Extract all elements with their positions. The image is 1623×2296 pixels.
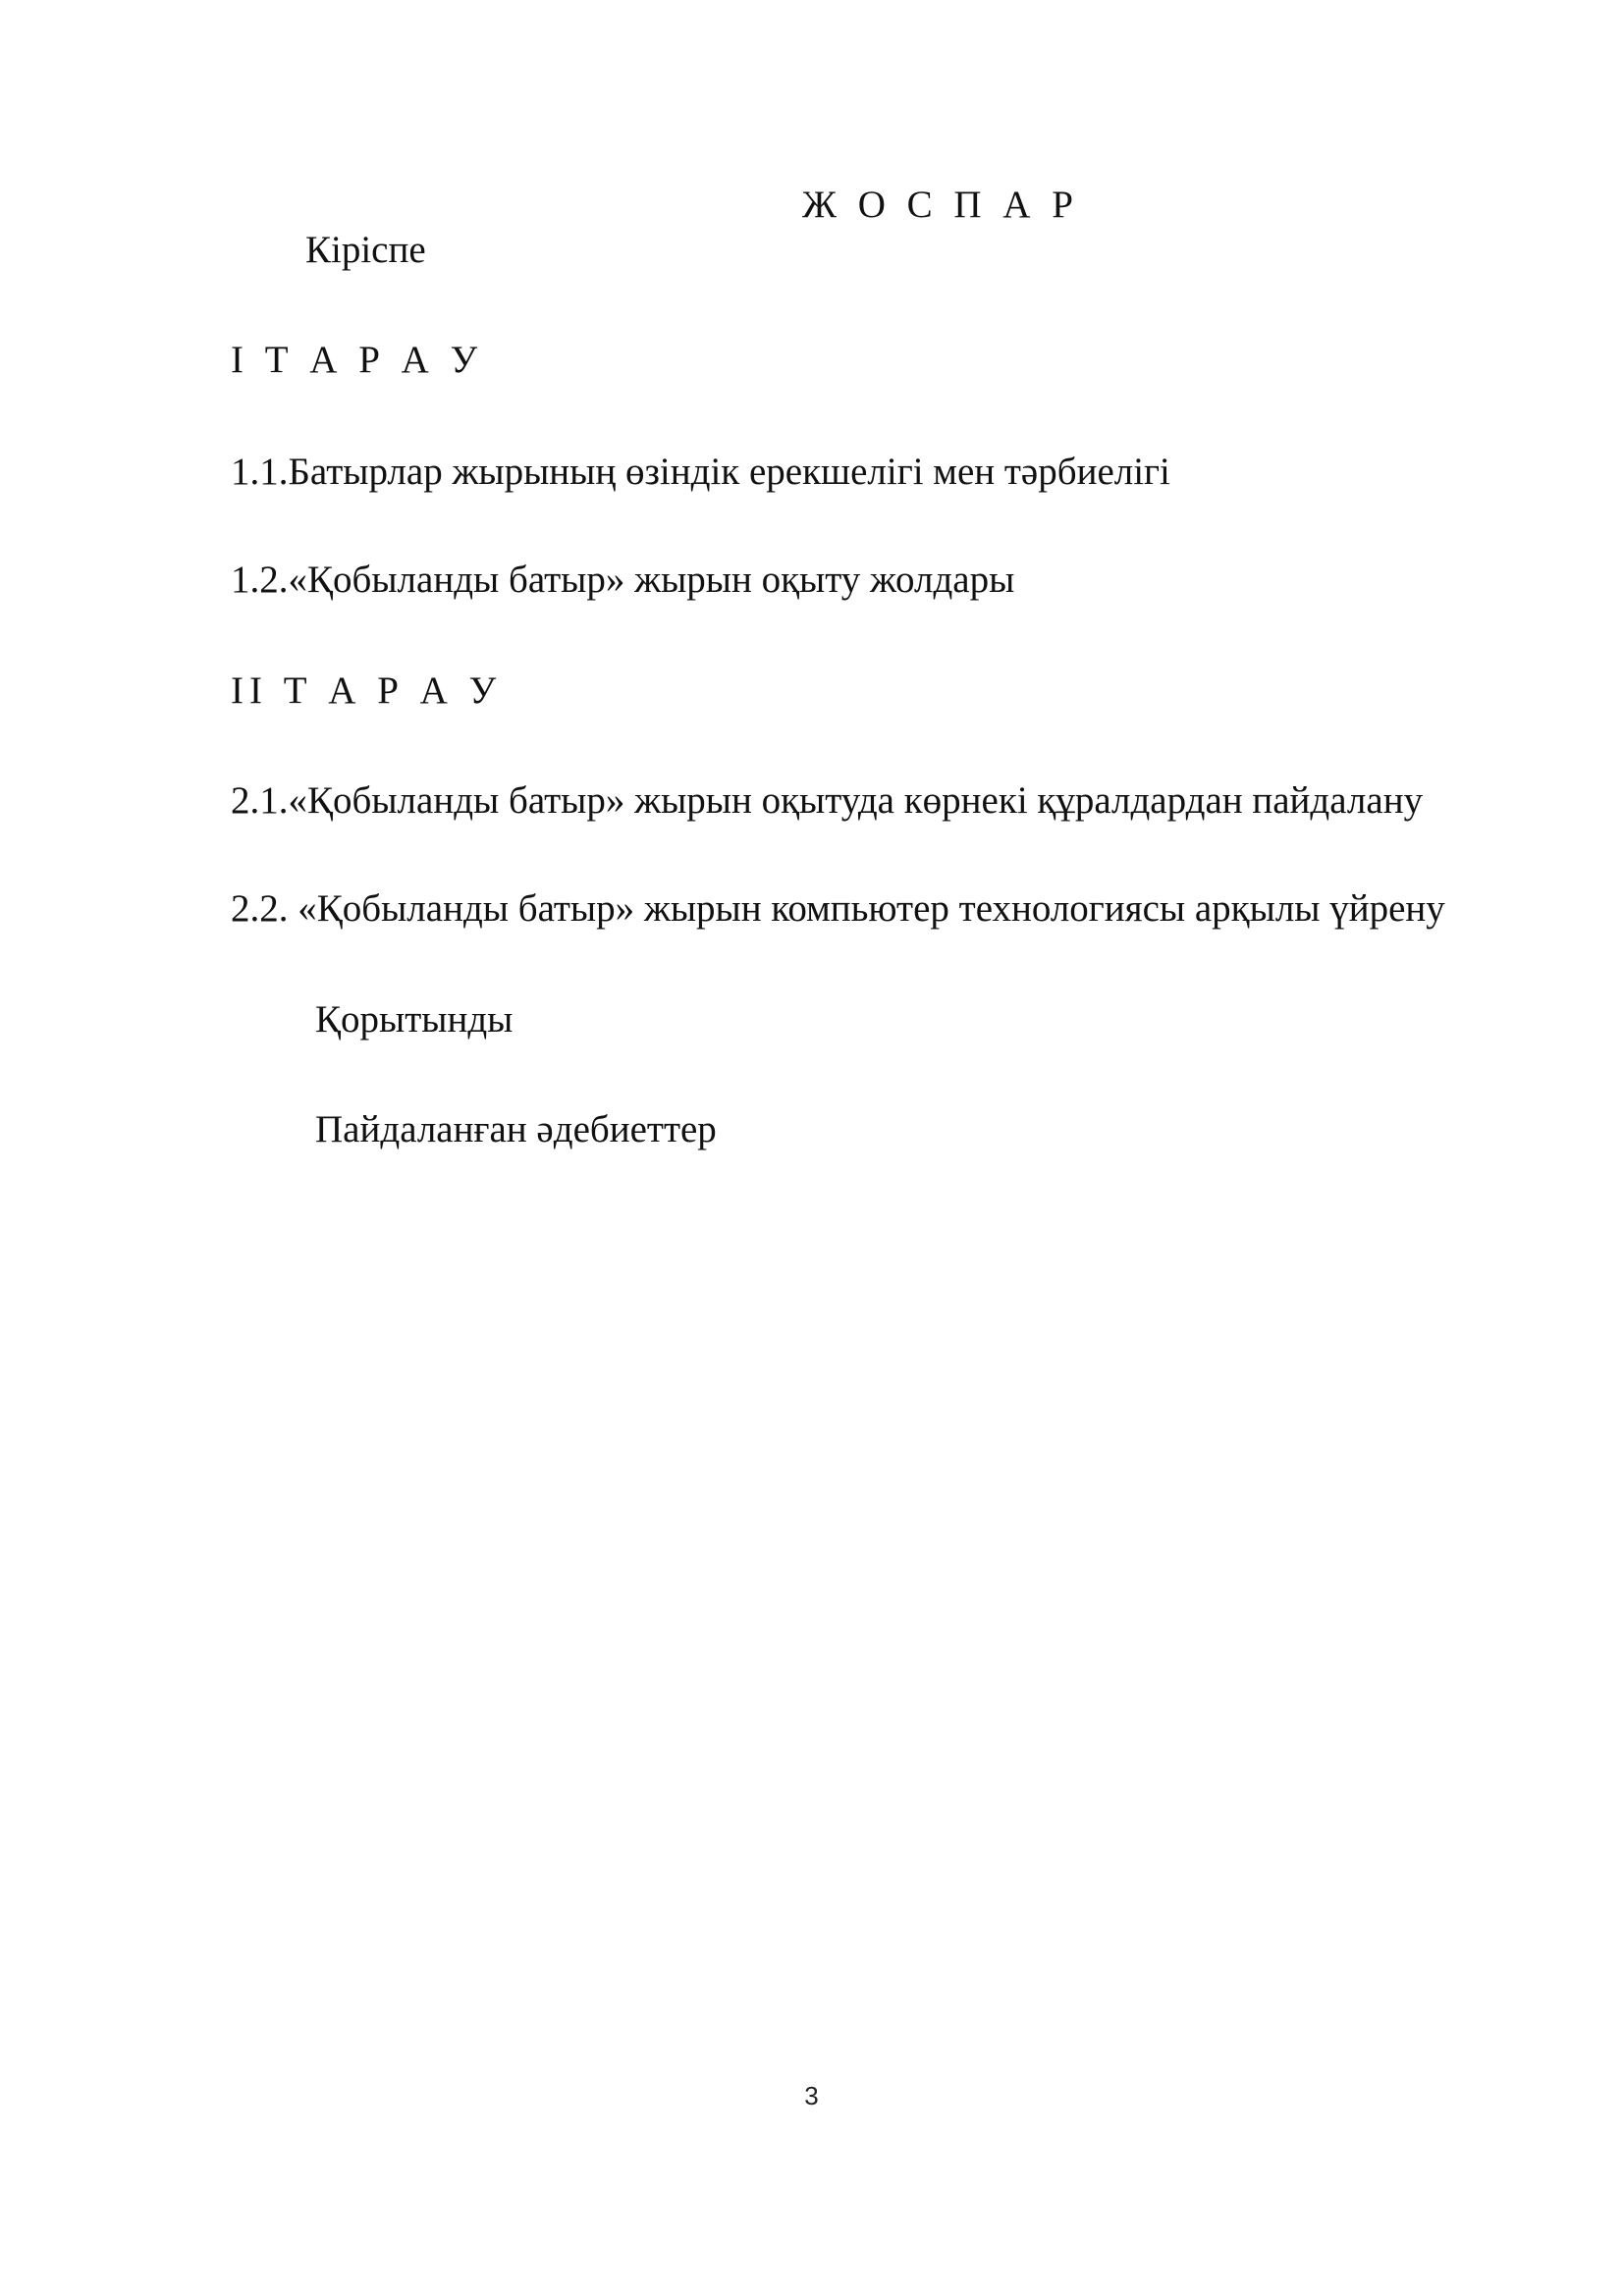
- toc-section-2-2: 2.2. «Қобыланды батыр» жырын компьютер технологиясы арқылы үйрену: [231, 887, 1445, 930]
- toc-conclusion: Қорытынды: [315, 998, 514, 1041]
- toc-references: Пайдаланған әдебиеттер: [315, 1108, 717, 1150]
- toc-section-1-1: 1.1.Батырлар жырының өзіндік ерекшелігі мен тәрбиелігі: [231, 451, 1170, 493]
- toc-chapter-1-heading: І Т А Р А У: [231, 339, 484, 381]
- toc-chapter-2-heading: ІІ Т А Р А У: [231, 669, 503, 712]
- toc-section-2-1: 2.1.«Қобыланды батыр» жырын оқытуда көрнекі құралдардан пайдалану: [231, 779, 1424, 822]
- toc-introduction: Кіріспе: [305, 229, 426, 271]
- page-title: Ж О С П А Р: [802, 184, 1079, 226]
- page-number: 3: [804, 2081, 819, 2110]
- toc-section-1-2: 1.2.«Қобыланды батыр» жырын оқыту жолдары: [231, 559, 1015, 601]
